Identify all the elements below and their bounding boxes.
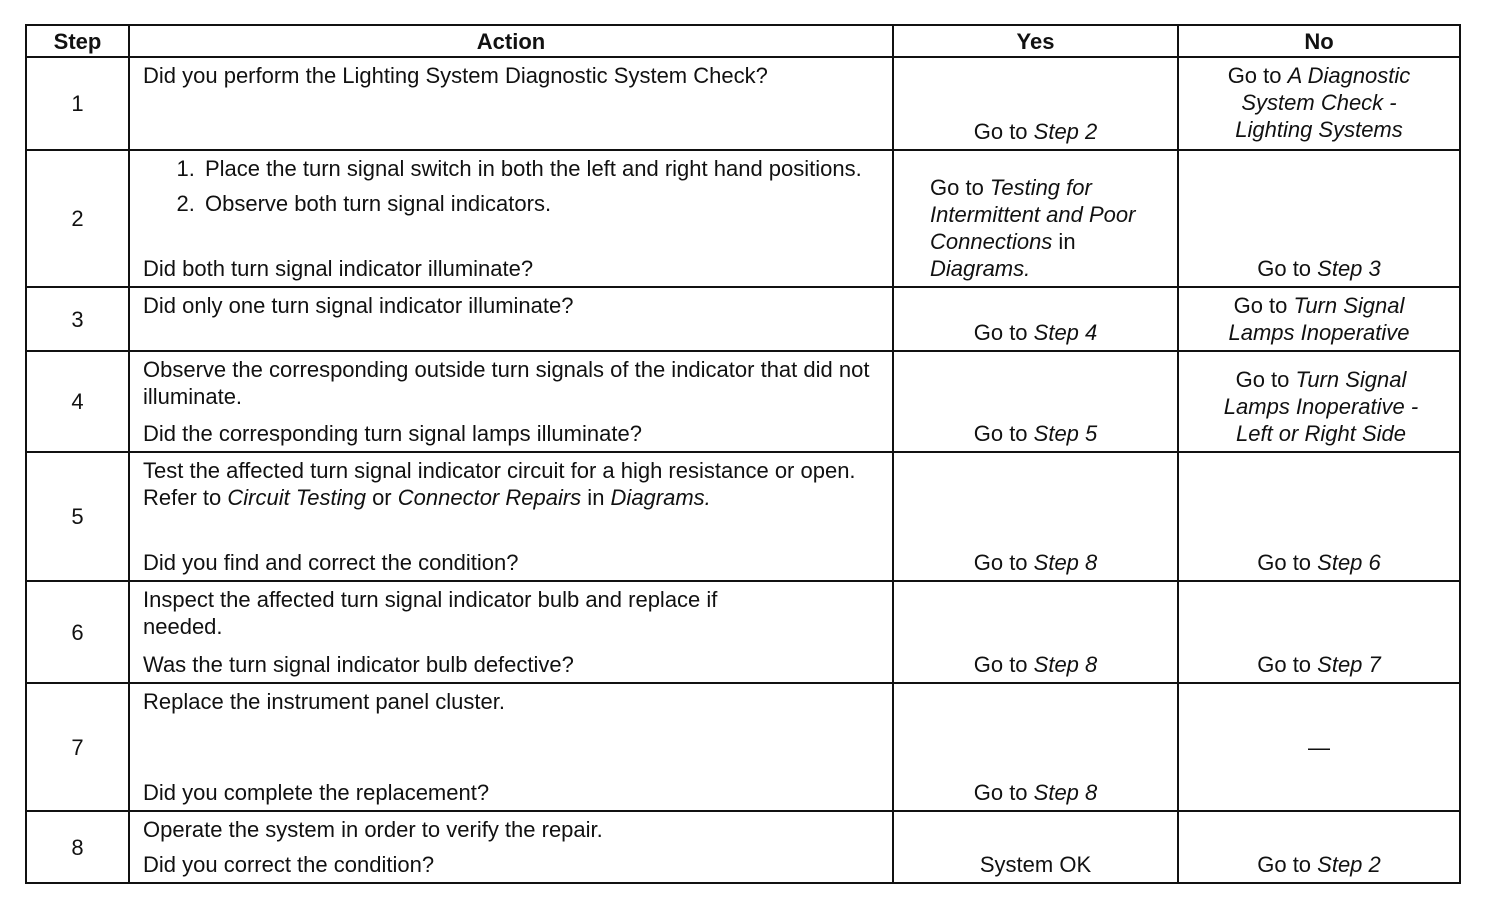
- yes-prefix: Go to: [930, 175, 990, 200]
- diagrams-ref: Diagrams.: [610, 485, 711, 510]
- no-prefix: Go to: [1257, 256, 1318, 281]
- action-instruction: Observe the corresponding outside turn signals of the indicator that did not illuminate.: [143, 357, 870, 409]
- action-question: Did only one turn signal indicator illuminate?: [143, 293, 574, 318]
- no-cell: [1178, 150, 1460, 287]
- action-cell: [129, 452, 893, 581]
- no-step-ref: Step 6: [1317, 550, 1381, 575]
- circuit-testing-ref: Circuit Testing: [227, 485, 366, 510]
- no-ref: Turn Signal Lamps Inoperative: [1228, 293, 1410, 345]
- action-instruction: Replace the instrument panel cluster.: [143, 689, 505, 714]
- step-number: 5: [26, 452, 129, 581]
- no-prefix: Go to: [1257, 652, 1318, 677]
- table-row: [26, 581, 1460, 683]
- yes-ref-diagrams: Diagrams.: [930, 256, 1031, 281]
- table-row: [26, 57, 1460, 150]
- table-row: [26, 683, 1460, 811]
- action-question: Did you complete the replacement?: [143, 780, 490, 805]
- no-ref: Turn Signal Lamps Inoperative - Left or Right Side: [1223, 367, 1419, 446]
- no-prefix: Go to: [1233, 293, 1294, 318]
- yes-cell: [893, 811, 1178, 883]
- yes-cell: [893, 452, 1178, 581]
- no-cell: [1178, 811, 1460, 883]
- step-number: 1: [26, 57, 129, 150]
- diagnostic-table: [25, 24, 1461, 884]
- no-cell: [1178, 287, 1460, 351]
- no-step-ref: Step 3: [1317, 256, 1381, 281]
- action-cell: [129, 683, 893, 811]
- action-cell: [129, 287, 893, 351]
- no-dash: —: [1308, 734, 1330, 760]
- no-step-ref: Step 2: [1317, 852, 1381, 877]
- action-question: Did both turn signal indicator illuminate?: [143, 256, 534, 281]
- yes-ref: Testing for Intermittent and Poor Connections: [930, 175, 1136, 254]
- step-number: 7: [26, 683, 129, 811]
- no-ref: A Diagnostic System Check - Lighting Systems: [1235, 63, 1411, 142]
- no-prefix: Go to: [1257, 852, 1318, 877]
- action-cell: [129, 811, 893, 883]
- yes-cell: [893, 57, 1178, 150]
- yes-prefix: Go to: [973, 421, 1034, 446]
- no-cell: [1178, 351, 1460, 452]
- system-ok-text: System OK: [979, 852, 1092, 877]
- action-question: Did you correct the condition?: [143, 852, 435, 877]
- table-row: [26, 811, 1460, 883]
- yes-cell: [893, 287, 1178, 351]
- table-row: [26, 452, 1460, 581]
- yes-mid: in: [1052, 229, 1076, 254]
- connector-repairs-ref: Connector Repairs: [397, 485, 582, 510]
- yes-prefix: Go to: [973, 119, 1034, 144]
- action-cell: [129, 57, 893, 150]
- action-cell: [129, 150, 893, 287]
- step-number: 4: [26, 351, 129, 452]
- table-row: [26, 351, 1460, 452]
- yes-cell: [893, 683, 1178, 811]
- yes-prefix: Go to: [973, 652, 1034, 677]
- action-instruction: Operate the system in order to verify the repair.: [143, 817, 603, 842]
- step-number: 8: [26, 811, 129, 883]
- step-number: 2: [26, 150, 129, 287]
- yes-step-ref: Step 8: [1033, 652, 1098, 677]
- no-prefix: Go to: [1257, 550, 1318, 575]
- no-cell: [1178, 452, 1460, 581]
- yes-cell: [893, 351, 1178, 452]
- yes-step-ref: Step 4: [1033, 320, 1098, 345]
- header-yes: Yes: [893, 25, 1178, 57]
- no-step-ref: Step 7: [1317, 652, 1381, 677]
- action-cell: [129, 581, 893, 683]
- table-row: [26, 287, 1460, 351]
- no-prefix: Go to: [1235, 367, 1296, 392]
- yes-step-ref: Step 2: [1033, 119, 1098, 144]
- no-cell: [1178, 683, 1460, 811]
- yes-prefix: Go to: [973, 550, 1034, 575]
- no-cell: [1178, 581, 1460, 683]
- yes-cell: [893, 581, 1178, 683]
- action-question: Did the corresponding turn signal lamps illuminate?: [143, 421, 642, 446]
- header-step: Step: [26, 25, 129, 57]
- action-cell: [129, 351, 893, 452]
- yes-prefix: Go to: [973, 780, 1034, 805]
- header-row: [26, 25, 1460, 57]
- action-steps-list: [143, 155, 882, 217]
- action-question: Did you find and correct the condition?: [143, 550, 519, 575]
- instruction-text: in: [581, 485, 611, 510]
- list-item: 1. Place the turn signal switch in both the left and right hand positions.: [201, 155, 882, 182]
- yes-step-ref: Step 5: [1033, 421, 1098, 446]
- action-instruction: Inspect the affected turn signal indicator bulb and replace if needed.: [143, 587, 718, 639]
- table-row: [26, 150, 1460, 287]
- yes-prefix: Go to: [973, 320, 1034, 345]
- header-no: No: [1178, 25, 1460, 57]
- instruction-text: or: [365, 485, 398, 510]
- step-number: 3: [26, 287, 129, 351]
- yes-step-ref: Step 8: [1033, 780, 1098, 805]
- list-item: 2. Observe both turn signal indicators.: [201, 190, 882, 217]
- header-action: Action: [129, 25, 893, 57]
- action-instruction: [143, 457, 882, 511]
- no-cell: [1178, 57, 1460, 150]
- no-prefix: Go to: [1227, 63, 1288, 88]
- action-question: Was the turn signal indicator bulb defective?: [143, 652, 574, 677]
- yes-cell: [893, 150, 1178, 287]
- instruction-text: Test the affected turn signal indicator circuit for a high resistance or open. Refer to: [143, 458, 856, 510]
- yes-step-ref: Step 8: [1033, 550, 1098, 575]
- step-number: 6: [26, 581, 129, 683]
- action-question: Did you perform the Lighting System Diagnostic System Check?: [143, 63, 768, 88]
